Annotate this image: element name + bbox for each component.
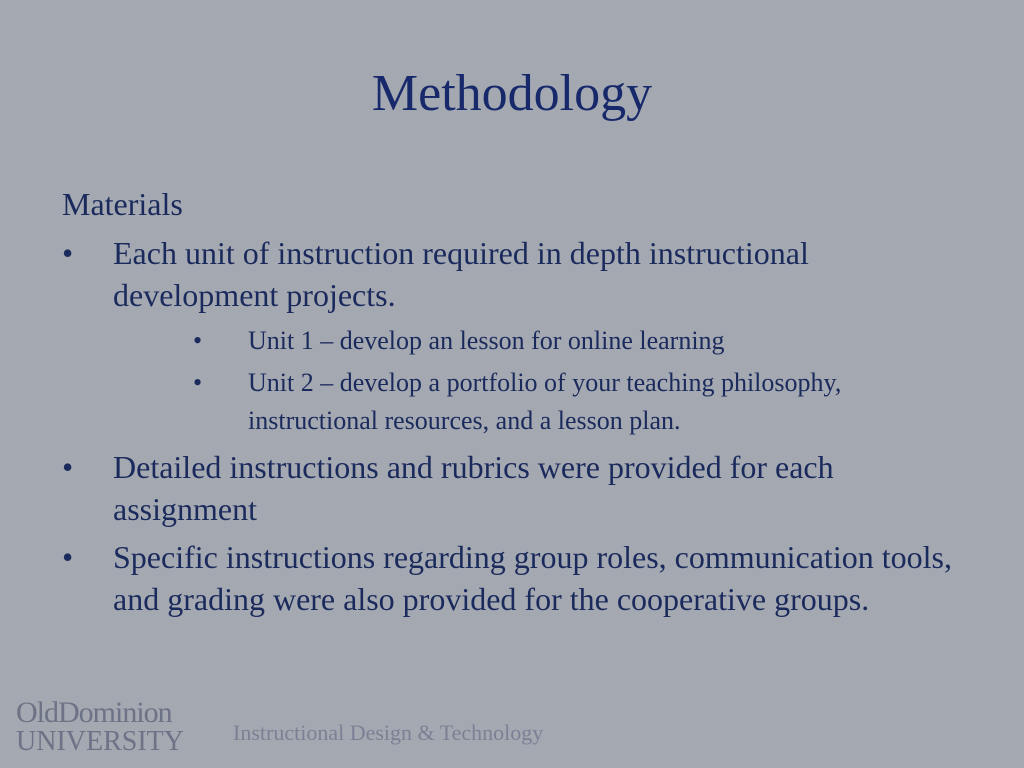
bullet-text: Specific instructions regarding group roles, communication tools, and grading were also provided for the cooperative groups. [113,539,952,617]
footer-program-name: Instructional Design & Technology [233,720,544,745]
logo-subtitle: UNIVERSITY [16,726,184,757]
sub-bullet-list [113,322,962,440]
bullet-text: Each unit of instruction required in depth instructional development projects. [113,235,809,313]
sub-bullet-item: • Unit 2 – develop a portfolio of your teaching philosophy, instructional resources, and a lesson plan. [113,364,962,440]
sub-bullet-item: • Unit 1 – develop an lesson for online learning [113,322,962,360]
slide-content [62,182,962,620]
bullet-item [62,536,962,620]
section-heading: Materials [62,186,183,222]
slide-title: Methodology [371,65,653,122]
bullet-item [62,232,962,440]
bullet-list [62,232,962,620]
bullet-text: Detailed instructions and rubrics were provided for each assignment [113,449,834,527]
bullet-item [62,446,962,530]
logo-wordmark: OldDominion [16,696,172,729]
university-logo [16,698,184,756]
